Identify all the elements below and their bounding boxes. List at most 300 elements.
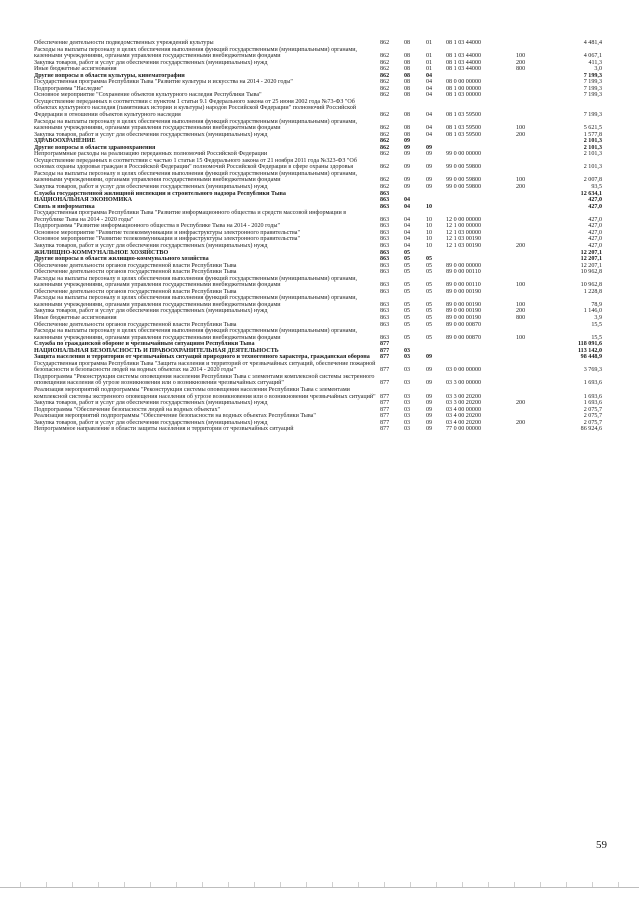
subsection-code: 10 (426, 203, 433, 210)
section-code: 05 (404, 288, 411, 295)
row-description: Служба государственной жилищной инспекции и строительного надзора Республики Тыва (34, 190, 286, 197)
subsection-code: 09 (426, 177, 433, 184)
amount-value: 1 146,0 (583, 308, 602, 315)
row-description: Расходы на выплаты персоналу в целях обеспечения выполнения функций государственными (муниципальными) органами, казенными учреждениями, органами управления государственными внебюджетными фондами (34, 46, 357, 60)
row-description: Обеспечение деятельности органов государственной власти Республики Тыва (34, 288, 237, 295)
ministry-code: 877 (380, 354, 390, 361)
section-code: 05 (404, 321, 411, 328)
amount-value: 15,5 (591, 321, 602, 328)
target-article-code: 08 1 03 00000 (446, 92, 482, 99)
ministry-code: 877 (380, 413, 390, 420)
target-article-code: 12 1 00 00000 (446, 223, 482, 230)
row-description: Защита населения и территории от чрезвычайных ситуаций природного и техногенного характера, гражданская оборона (34, 354, 370, 361)
ministry-code: 863 (380, 229, 390, 236)
amount-value: 78,9 (591, 301, 602, 308)
ministry-code: 862 (380, 177, 390, 184)
page-number: 59 (596, 839, 607, 851)
target-article-code: 89 0 00 00110 (446, 269, 481, 276)
expense-type-code (516, 387, 542, 400)
target-article-code: 12 1 03 00190 (446, 242, 482, 249)
subsection-code: 05 (426, 256, 433, 263)
subsection-code: 09 (426, 144, 433, 151)
row-description: Закупка товаров, работ и услуг для обеспечения государственных (муниципальных) нужд (34, 184, 268, 191)
ministry-code: 863 (380, 197, 390, 204)
ministry-code: 863 (380, 282, 390, 289)
section-code: 09 (404, 164, 411, 171)
amount-value: 427,0 (588, 216, 602, 223)
ministry-code: 862 (380, 79, 390, 86)
row-description: Основное мероприятие "Развитие телекоммуникации и инфраструктуры электронного правительства" (34, 236, 300, 243)
ministry-code: 877 (380, 347, 390, 354)
row-description: Обеспечение деятельности подведомственных учреждений культуры (34, 40, 214, 46)
target-article-code: 89 0 00 00870 (446, 321, 482, 328)
subsection-code: 09 (426, 413, 433, 420)
row-description: Иные бюджетные ассигнования (34, 66, 117, 73)
table-row (34, 426, 602, 433)
subsection-code: 05 (426, 334, 433, 341)
amount-value: 411,3 (588, 59, 602, 66)
section-code: 05 (404, 249, 411, 256)
amount-value: 7 199,3 (583, 72, 602, 79)
ministry-code: 862 (380, 184, 390, 191)
table-row (34, 295, 602, 308)
row-description: ЗДРАВООХРАНЕНИЕ (34, 138, 96, 145)
subsection-code: 10 (426, 242, 433, 249)
row-description: Государственная программа Республики Тыва "Развитие культуры и искусства на 2014 - 2020 годы" (34, 79, 293, 86)
expense-type-code: 100 (516, 53, 526, 60)
target-article-code: 77 0 00 00000 (446, 426, 482, 433)
expense-type-code: 200 (516, 400, 526, 407)
amount-value: 10 962,8 (580, 269, 602, 276)
section-code: 08 (404, 125, 411, 132)
amount-value: 2 101,3 (583, 164, 602, 171)
section-code: 04 (404, 216, 411, 223)
ministry-code: 863 (380, 334, 390, 341)
expense-type-code: 200 (516, 242, 526, 249)
section-code: 03 (404, 367, 411, 374)
subsection-code: 04 (426, 85, 433, 92)
section-code: 05 (404, 256, 411, 263)
expense-type-code (516, 99, 542, 119)
subsection-code: 04 (426, 112, 433, 119)
section-code: 03 (404, 413, 411, 420)
ministry-code: 863 (380, 269, 390, 276)
row-description: Закупка товаров, работ и услуг для обеспечения государственных (муниципальных) нужд (34, 59, 268, 66)
ministry-code: 863 (380, 236, 390, 243)
ministry-code: 863 (380, 249, 390, 256)
section-code: 05 (404, 301, 411, 308)
amount-value: 86 924,6 (580, 426, 602, 433)
amount-value: 2 101,3 (583, 151, 602, 158)
expense-type-code: 100 (516, 125, 526, 132)
section-code: 03 (404, 354, 411, 361)
section-code: 05 (404, 269, 411, 276)
amount-value: 15,5 (591, 334, 602, 341)
row-description: Государственная программа Республики Тыва "Развитие информационного общества и средств массовой информации в Республике Тыва на 2014 - 2020 годы" (34, 210, 347, 223)
subsection-code: 09 (426, 426, 433, 433)
row-description: ЖИЛИЩНО-КОММУНАЛЬНОЕ ХОЗЯЙСТВО (34, 249, 169, 256)
row-description: Осуществление переданных в соответствии с частью 1 статьи 15 Федерального закона от 21 ноября 2011 года №323-ФЗ "Об основах охраны здоровья граждан в Российской Федерации" полномочий Российской Федерации в сфере охраны здоровья (34, 157, 357, 171)
ministry-code: 862 (380, 131, 390, 138)
row-description: НАЦИОНАЛЬНАЯ ЭКОНОМИКА (34, 197, 133, 204)
section-code: 05 (404, 308, 411, 315)
section-code: 09 (404, 184, 411, 191)
subsection-code: 09 (426, 419, 433, 426)
row-description: Расходы на выплаты персоналу в целях обеспечения выполнения функций государственными (муниципальными) органами, казенными учреждениями, органами управления государственными внебюджетными фондами (34, 118, 357, 132)
subsection-code: 09 (426, 406, 433, 413)
subsection-code: 09 (426, 380, 433, 387)
section-code: 09 (404, 177, 411, 184)
section-code: 04 (404, 236, 411, 243)
row-description: Закупка товаров, работ и услуг для обеспечения государственных (муниципальных) нужд (34, 131, 268, 138)
target-article-code: 89 0 00 00190 (446, 288, 482, 295)
row-description: Основное мероприятие "Развитие телекоммуникации и инфраструктуры электронного правительства" (34, 229, 300, 236)
row-description: Расходы на выплаты персоналу в целях обеспечения выполнения функций государственными (муниципальными) органами, казенными учреждениями, органами управления государственными внебюджетными фондами (34, 295, 357, 308)
target-article-code: 99 0 00 59800 (446, 184, 482, 191)
ministry-code: 877 (380, 419, 390, 426)
table-row (34, 276, 602, 289)
row-description: Служба по гражданской обороне и чрезвычайным ситуациям Республики Тыва (34, 341, 255, 348)
subsection-code: 01 (426, 53, 433, 60)
section-code: 05 (404, 314, 411, 321)
ministry-code: 863 (380, 321, 390, 328)
section-code: 04 (404, 223, 411, 230)
section-code: 04 (404, 197, 411, 204)
section-code: 08 (404, 59, 411, 66)
amount-value: 7 199,3 (583, 85, 602, 92)
expense-type-code: 800 (516, 66, 526, 73)
row-description: Непрограммное направление в области защиты населения и территории от чрезвычайных ситуаций (34, 426, 294, 433)
section-code: 08 (404, 53, 411, 60)
table-row (34, 210, 602, 223)
section-code: 09 (404, 138, 411, 145)
row-description: Обеспечение деятельности органов государственной власти Республики Тыва (34, 321, 237, 328)
subsection-code: 01 (426, 40, 433, 46)
subsection-code: 10 (426, 236, 433, 243)
expense-type-code: 100 (516, 301, 526, 308)
section-code: 05 (404, 262, 411, 269)
expense-type-code: 800 (516, 314, 526, 321)
ministry-code: 863 (380, 262, 390, 269)
amount-value: 12 207,1 (580, 249, 602, 256)
ministry-code: 863 (380, 190, 390, 197)
amount-value: 427,0 (588, 236, 602, 243)
row-description: Подпрограмма "Обеспечение безопасности людей на водных объектах" (34, 406, 220, 413)
table-body (34, 40, 602, 433)
ministry-code: 877 (380, 380, 390, 387)
expense-type-code: 200 (516, 308, 526, 315)
amount-value: 427,0 (588, 197, 602, 204)
table-row (34, 99, 602, 119)
row-description: Связь и информатика (34, 203, 95, 210)
target-article-code: 03 0 00 00000 (446, 367, 482, 374)
subsection-code: 09 (426, 354, 433, 361)
target-article-code: 08 1 03 44000 (446, 53, 482, 60)
amount-value: 1 693,6 (583, 380, 602, 387)
table-row (34, 119, 602, 132)
section-code: 03 (404, 393, 411, 400)
target-article-code: 03 3 00 00000 (446, 380, 482, 387)
row-description: Реализация мероприятий подпрограммы "Обеспечение безопасности на водных объектах Республики Тыва" (34, 413, 316, 420)
expense-type-code (516, 361, 542, 374)
section-code: 08 (404, 66, 411, 73)
amount-value: 427,0 (588, 203, 602, 210)
amount-value: 4 067,1 (583, 53, 602, 60)
target-article-code: 99 0 00 00000 (446, 151, 482, 158)
target-article-code: 03 3 00 20200 (446, 393, 482, 400)
amount-value: 7 199,3 (583, 92, 602, 99)
section-code: 08 (404, 40, 411, 46)
amount-value: 1 693,6 (583, 393, 602, 400)
ministry-code: 863 (380, 288, 390, 295)
ministry-code: 863 (380, 301, 390, 308)
ministry-code: 862 (380, 164, 390, 171)
target-article-code: 03 4 00 00000 (446, 406, 482, 413)
amount-value: 427,0 (588, 229, 602, 236)
ministry-code: 862 (380, 151, 390, 158)
table-row (34, 328, 602, 341)
amount-value: 1 228,8 (583, 288, 602, 295)
subsection-code: 05 (426, 282, 433, 289)
expense-type-code: 200 (516, 419, 526, 426)
row-description: Закупка товаров, работ и услуг для обеспечения государственных (муниципальных) нужд (34, 400, 268, 407)
table-row (34, 374, 602, 387)
row-description: Расходы на выплаты персоналу в целях обеспечения выполнения функций государственными (муниципальными) органами, казенными учреждениями, органами управления государственными внебюджетными фондами (34, 328, 357, 341)
page-bottom-rule (0, 887, 639, 888)
ministry-code: 862 (380, 40, 390, 46)
amount-value: 93,5 (591, 184, 602, 191)
expense-type-code: 200 (516, 59, 526, 66)
row-description: Подпрограмма "Развитие информационного общества в Республике Тыва на 2014 - 2020 годы" (34, 223, 280, 230)
expense-type-code (516, 210, 542, 223)
target-article-code: 99 0 00 59800 (446, 177, 482, 184)
amount-value: 1 577,8 (583, 131, 602, 138)
ministry-code: 877 (380, 367, 390, 374)
table-row (34, 361, 602, 374)
ministry-code: 863 (380, 242, 390, 249)
section-code: 04 (404, 242, 411, 249)
amount-value: 2 075,7 (583, 413, 602, 420)
row-description: Закупка товаров, работ и услуг для обеспечения государственных (муниципальных) нужд (34, 242, 268, 249)
ministry-code: 862 (380, 66, 390, 73)
ministry-code: 877 (380, 406, 390, 413)
table-row (34, 158, 602, 171)
amount-value: 7 199,3 (583, 79, 602, 86)
amount-value: 2 075,7 (583, 406, 602, 413)
ministry-code: 862 (380, 112, 390, 119)
amount-value: 427,0 (588, 242, 602, 249)
section-code: 03 (404, 426, 411, 433)
section-code: 03 (404, 406, 411, 413)
row-description: Основное мероприятие "Сохранение объектов культурного наследия Республики Тыва" (34, 92, 262, 99)
amount-value: 2 101,3 (583, 144, 602, 151)
target-article-code: 08 1 03 59500 (446, 112, 482, 119)
target-article-code: 12 0 00 00000 (446, 216, 482, 223)
subsection-code: 10 (426, 223, 433, 230)
subsection-code: 04 (426, 92, 433, 99)
target-article-code: 12 1 03 00190 (446, 236, 482, 243)
target-article-code: 08 1 03 59500 (446, 125, 482, 132)
target-article-code: 08 1 03 59500 (446, 131, 482, 138)
amount-value: 1 693,6 (583, 400, 602, 407)
amount-value: 427,0 (588, 223, 602, 230)
target-article-code: 89 0 00 00190 (446, 301, 482, 308)
section-code: 03 (404, 380, 411, 387)
ministry-code: 862 (380, 92, 390, 99)
section-code: 04 (404, 229, 411, 236)
ministry-code: 862 (380, 144, 390, 151)
target-article-code: 89 0 00 00870 (446, 334, 482, 341)
row-description: Подпрограмма "Наследие" (34, 85, 104, 92)
ministry-code: 863 (380, 203, 390, 210)
row-description: Иные бюджетные ассигнования (34, 314, 117, 321)
amount-value: 3 769,3 (583, 367, 602, 374)
target-article-code: 12 1 03 00000 (446, 229, 482, 236)
subsection-code: 01 (426, 59, 433, 66)
subsection-code: 04 (426, 125, 433, 132)
ministry-code: 862 (380, 125, 390, 132)
budget-table (34, 40, 602, 433)
target-article-code: 08 1 03 44000 (446, 40, 482, 46)
row-description: Обеспечение деятельности органов государственной власти Республики Тыва (34, 262, 237, 269)
table-row (34, 171, 602, 184)
subsection-code: 09 (426, 164, 433, 171)
target-article-code: 99 0 00 59800 (446, 164, 482, 171)
section-code: 08 (404, 85, 411, 92)
section-code: 08 (404, 112, 411, 119)
amount-value: 12 634,1 (580, 190, 602, 197)
target-article-code: 89 0 00 00190 (446, 314, 482, 321)
subsection-code: 04 (426, 72, 433, 79)
amount-value: 5 621,5 (583, 125, 602, 132)
subsection-code: 04 (426, 79, 433, 86)
ministry-code: 863 (380, 256, 390, 263)
ministry-code: 863 (380, 216, 390, 223)
section-code: 05 (404, 282, 411, 289)
subsection-code: 09 (426, 151, 433, 158)
amount-value: 7 199,3 (583, 112, 602, 119)
subsection-code: 05 (426, 301, 433, 308)
subsection-code: 05 (426, 321, 433, 328)
row-description: Расходы на выплаты персоналу в целях обеспечения выполнения функций государственными (муниципальными) органами, казенными учреждениями, органами управления государственными внебюджетными фондами (34, 275, 357, 289)
subsection-code: 05 (426, 308, 433, 315)
table-row (34, 47, 602, 60)
section-code: 08 (404, 131, 411, 138)
target-article-code: 03 4 00 20200 (446, 413, 482, 420)
amount-value: 12 207,1 (580, 256, 602, 263)
row-description: Расходы на выплаты персоналу в целях обеспечения выполнения функций государственными (муниципальными) органами, казенными учреждениями, органами управления государственными внебюджетными фондами (34, 170, 357, 184)
row-description: НАЦИОНАЛЬНАЯ БЕЗОПАСНОСТЬ И ПРАВООХРАНИТЕЛЬНАЯ ДЕЯТЕЛЬНОСТЬ (34, 347, 279, 354)
section-code: 08 (404, 79, 411, 86)
expense-type-code: 100 (516, 282, 526, 289)
target-article-code: 03 4 00 20200 (446, 419, 482, 426)
amount-value: 12 207,1 (580, 262, 602, 269)
row-description: Другие вопросы в области культуры, кинематографии (34, 72, 185, 79)
subsection-code: 09 (426, 393, 433, 400)
section-code: 08 (404, 72, 411, 79)
ministry-code: 862 (380, 138, 390, 145)
section-code: 03 (404, 400, 411, 407)
ministry-code: 862 (380, 53, 390, 60)
row-description: Другие вопросы в области здравоохранения (34, 144, 156, 151)
section-code: 03 (404, 419, 411, 426)
amount-value: 118 091,6 (577, 341, 602, 348)
amount-value: 4 481,4 (583, 40, 602, 46)
row-description: Закупка товаров, работ и услуг для обеспечения государственных (муниципальных) нужд (34, 419, 268, 426)
expense-type-code: 200 (516, 184, 526, 191)
ministry-code: 877 (380, 393, 390, 400)
section-code: 04 (404, 203, 411, 210)
subsection-code: 09 (426, 184, 433, 191)
subsection-code: 04 (426, 131, 433, 138)
subsection-code: 05 (426, 314, 433, 321)
ministry-code: 877 (380, 426, 390, 433)
target-article-code: 89 0 00 00190 (446, 308, 482, 315)
subsection-code: 05 (426, 269, 433, 276)
target-article-code: 89 0 00 00000 (446, 262, 482, 269)
section-code: 08 (404, 92, 411, 99)
expense-type-code (516, 158, 542, 171)
row-description: Обеспечение деятельности органов государственной власти Республики Тыва (34, 269, 237, 276)
amount-value: 98 448,9 (580, 354, 602, 361)
ministry-code: 863 (380, 308, 390, 315)
row-description: Государственная программа Республики Тыва "Защита населения и территорий от чрезвычайных ситуаций, обеспечение пожарной безопасности и безопасности людей на водных объектах на 2014 - 2020 годы" (34, 360, 376, 374)
ministry-code: 862 (380, 59, 390, 66)
ministry-code: 877 (380, 341, 390, 348)
amount-value: 3,0 (594, 66, 602, 73)
amount-value: 2 007,8 (583, 177, 602, 184)
target-article-code: 08 1 03 44000 (446, 66, 482, 73)
target-article-code: 08 1 00 00000 (446, 85, 482, 92)
ministry-code: 862 (380, 72, 390, 79)
section-code: 03 (404, 347, 411, 354)
amount-value: 2 075,7 (583, 419, 602, 426)
row-description: Непрограммные расходы на реализацию переданных полномочий Российской Федерации (34, 151, 268, 158)
target-article-code: 08 0 00 00000 (446, 79, 482, 86)
ministry-code: 863 (380, 223, 390, 230)
amount-value: 3,9 (594, 314, 602, 321)
subsection-code: 01 (426, 66, 433, 73)
subsection-code: 10 (426, 216, 433, 223)
section-code: 09 (404, 144, 411, 151)
row-description: Осуществление переданных в соответствии с пунктом 1 статьи 9.1 Федерального закона от 25 июня 2002 года №73-ФЗ "Об объектах культурного наследия (памятниках истории и культуры) народов Российской Федерации" полномочий Российской Федерации в отношении объектов культурного наследия (34, 98, 357, 119)
amount-value: 113 142,0 (577, 347, 602, 354)
expense-type-code: 100 (516, 334, 526, 341)
ministry-code: 862 (380, 85, 390, 92)
ministry-code: 863 (380, 314, 390, 321)
subsection-code: 05 (426, 288, 433, 295)
target-article-code: 89 0 00 00110 (446, 282, 481, 289)
expense-type-code: 200 (516, 131, 526, 138)
expense-type-code (516, 374, 542, 387)
amount-value: 10 962,8 (580, 282, 602, 289)
target-article-code: 03 3 00 20200 (446, 400, 482, 407)
ministry-code: 877 (380, 400, 390, 407)
subsection-code: 05 (426, 262, 433, 269)
expense-type-code (516, 426, 542, 433)
section-code: 05 (404, 334, 411, 341)
section-code: 09 (404, 151, 411, 158)
row-description: Подпрограмма "Реконструкция системы оповещения населения Республики Тыва с элементами комплексной системы экстренного оповещения населения об угрозе возникновения или о возникновении чрезвычайных ситуаций" (34, 373, 375, 387)
subsection-code: 09 (426, 367, 433, 374)
amount-value: 2 101,3 (583, 138, 602, 145)
expense-type-code: 100 (516, 177, 526, 184)
subsection-code: 09 (426, 400, 433, 407)
subsection-code: 10 (426, 229, 433, 236)
row-description: Реализация мероприятий подпрограммы "Реконструкция системы оповещения населения Республики Тыва с элементами комплексной системы экстренного оповещения населения об угрозе возникновения или о возникновении чрезвычайных ситуаций" (34, 386, 376, 400)
row-description: Другие вопросы в области жилищно-коммунального хозяйства (34, 256, 209, 263)
target-article-code: 08 1 03 44000 (446, 59, 482, 66)
